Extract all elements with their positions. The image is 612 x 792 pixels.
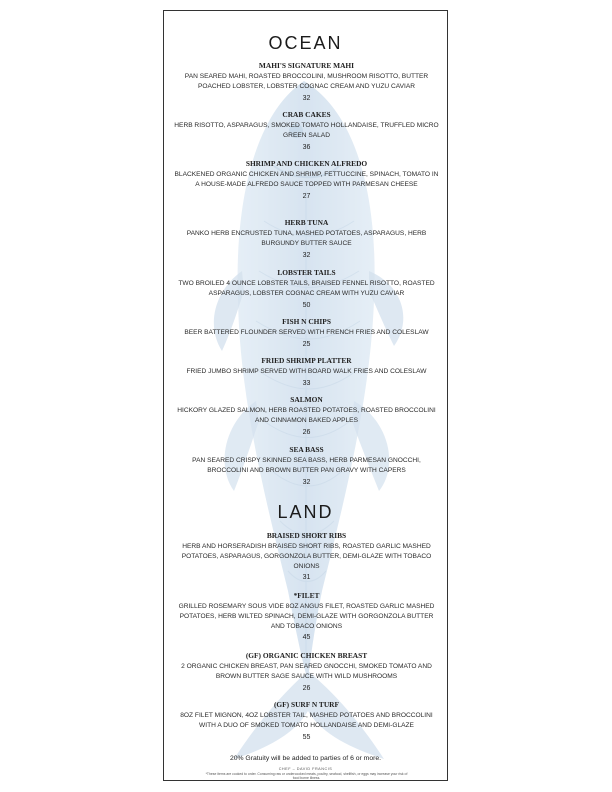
menu-item-name: HERB TUNA xyxy=(284,218,329,227)
menu-item-price: 26 xyxy=(302,684,311,692)
menu-item-price: 32 xyxy=(302,94,311,102)
menu-content xyxy=(164,11,447,780)
menu-item-name: SHRIMP AND CHICKEN ALFREDO xyxy=(245,159,368,168)
menu-item-price: 32 xyxy=(302,251,311,259)
chef-credit: CHEF – DAVID FRANCIS xyxy=(278,767,333,771)
menu-item-description: HERB RISOTTO, ASPARAGUS, SMOKED TOMATO HOLLANDAISE, TRUFFLED MICRO GREEN SALAD xyxy=(174,122,439,139)
menu-item-price: 45 xyxy=(302,634,311,642)
menu-item-shrimp-chicken-alfredo xyxy=(172,159,441,202)
menu-item-price: 50 xyxy=(302,301,311,309)
menu-item-name: FRIED SHRIMP PLATTER xyxy=(261,356,352,365)
menu-item-description: GRILLED ROSEMARY SOUS VIDE 8OZ ANGUS FILET, ROASTED GARLIC MASHED POTATOES, HERB WILTED SPINACH, DEMI-GLAZE WITH GORGONZOLA BUTTER AND TOBACO ONIONS xyxy=(178,603,435,630)
menu-item-surf-n-turf xyxy=(172,700,441,743)
menu-item-name: MAHI'S SIGNATURE MAHI xyxy=(258,61,355,70)
menu-item-price: 33 xyxy=(302,379,311,387)
menu-item-price: 36 xyxy=(302,143,311,151)
land-section-title: LAND xyxy=(277,502,334,522)
menu-item-price: 55 xyxy=(302,733,311,741)
menu-item-salmon xyxy=(172,395,441,438)
menu-item-description: PANKO HERB ENCRUSTED TUNA, MASHED POTATOES, ASPARAGUS, HERB BURGUNDY BUTTER SAUCE xyxy=(186,230,427,247)
menu-item-description: HICKORY GLAZED SALMON, HERB ROASTED POTATOES, ROASTED BROCCOLINI AND CINNAMON BAKED APPLES xyxy=(177,407,436,424)
menu-item-lobster-tails xyxy=(172,268,441,311)
menu-item-description: BLACKENED ORGANIC CHICKEN AND SHRIMP, FETTUCCINE, SPINACH, TOMATO IN A HOUSE-MADE ALFREDO SAUCE TOPPED WITH PARMESAN CHEESE xyxy=(174,171,439,188)
menu-frame xyxy=(163,10,448,781)
menu-item-description: PAN SEARED CRISPY SKINNED SEA BASS, HERB PARMESAN GNOCCHI, BROCCOLINI AND BROWN BUTTER PAN GRAVY WITH CAPERS xyxy=(192,457,421,474)
menu-item-description: FRIED JUMBO SHRIMP SERVED WITH BOARD WALK FRIES AND COLESLAW xyxy=(186,368,427,375)
menu-item-sea-bass xyxy=(172,445,441,488)
menu-item-crab-cakes xyxy=(172,110,441,153)
menu-item-mahi xyxy=(172,61,441,104)
menu-item-description: TWO BROILED 4 OUNCE LOBSTER TAILS, BRAISED FENNEL RISOTTO, ROASTED ASPARAGUS, LOBSTER COGNAC CREAM WITH YUZU CAVIAR xyxy=(178,280,435,297)
menu-item-name: (GF) ORGANIC CHICKEN BREAST xyxy=(245,651,368,660)
menu-item-price: 25 xyxy=(302,340,311,348)
menu-item-description: BEER BATTERED FLOUNDER SERVED WITH FRENCH FRIES AND COLESLAW xyxy=(184,329,429,336)
menu-item-description: 8OZ FILET MIGNON, 4OZ LOBSTER TAIL, MASHED POTATOES AND BROCCOLINI WITH A DUO OF SMOKED TOMATO HOLLANDAISE AND DEMI-GLAZE xyxy=(180,712,433,729)
menu-item-price: 32 xyxy=(302,478,311,486)
menu-item-name: SEA BASS xyxy=(289,445,324,454)
menu-item-name: FISH N CHIPS xyxy=(282,317,331,326)
menu-item-price: 31 xyxy=(302,574,311,582)
menu-item-name: SALMON xyxy=(290,395,323,404)
gratuity-note: 20% Gratuity will be added to parties of 6 or more. xyxy=(229,755,382,762)
menu-item-description: 2 ORGANIC CHICKEN BREAST, PAN SEARED GNOCCHI, SMOKED TOMATO AND BROWN BUTTER SAGE SAUCE WITH WILD MUSHROOMS xyxy=(181,663,432,680)
menu-item-organic-chicken-breast xyxy=(172,651,441,694)
menu-item-herb-tuna xyxy=(172,218,441,261)
menu-item-description: HERB AND HORSERADISH BRAISED SHORT RIBS, ROASTED GARLIC MASHED POTATOES, ASPARAGUS, GORGONZOLA BUTTER, DEMI-GLAZE WITH TOBACO ONIONS xyxy=(181,543,432,570)
menu-item-price: 27 xyxy=(302,192,311,200)
menu-item-braised-short-ribs xyxy=(172,531,441,583)
menu-item-name: (GF) SURF N TURF xyxy=(273,700,340,709)
menu-item-fish-n-chips xyxy=(172,317,441,350)
menu-item-name: *FILET xyxy=(293,591,320,600)
menu-item-price: 26 xyxy=(302,428,311,436)
menu-item-fried-shrimp-platter xyxy=(172,356,441,389)
menu-item-name: BRAISED SHORT RIBS xyxy=(266,531,347,540)
ocean-section-title: OCEAN xyxy=(268,33,343,53)
menu-item-name: CRAB CAKES xyxy=(282,110,331,119)
menu-item-filet xyxy=(172,591,441,643)
food-safety-disclaimer: *These items are cooked to order. Consuming raw or undercooked meats, poultry, seafood, shellfish, or eggs may increase your risk of food borne illness. xyxy=(205,772,408,781)
menu-item-name: LOBSTER TAILS xyxy=(277,268,336,277)
menu-item-description: PAN SEARED MAHI, ROASTED BROCCOLINI, MUSHROOM RISOTTO, BUTTER POACHED LOBSTER, LOBSTER COGNAC CREAM AND YUZU CAVIAR xyxy=(184,73,429,90)
